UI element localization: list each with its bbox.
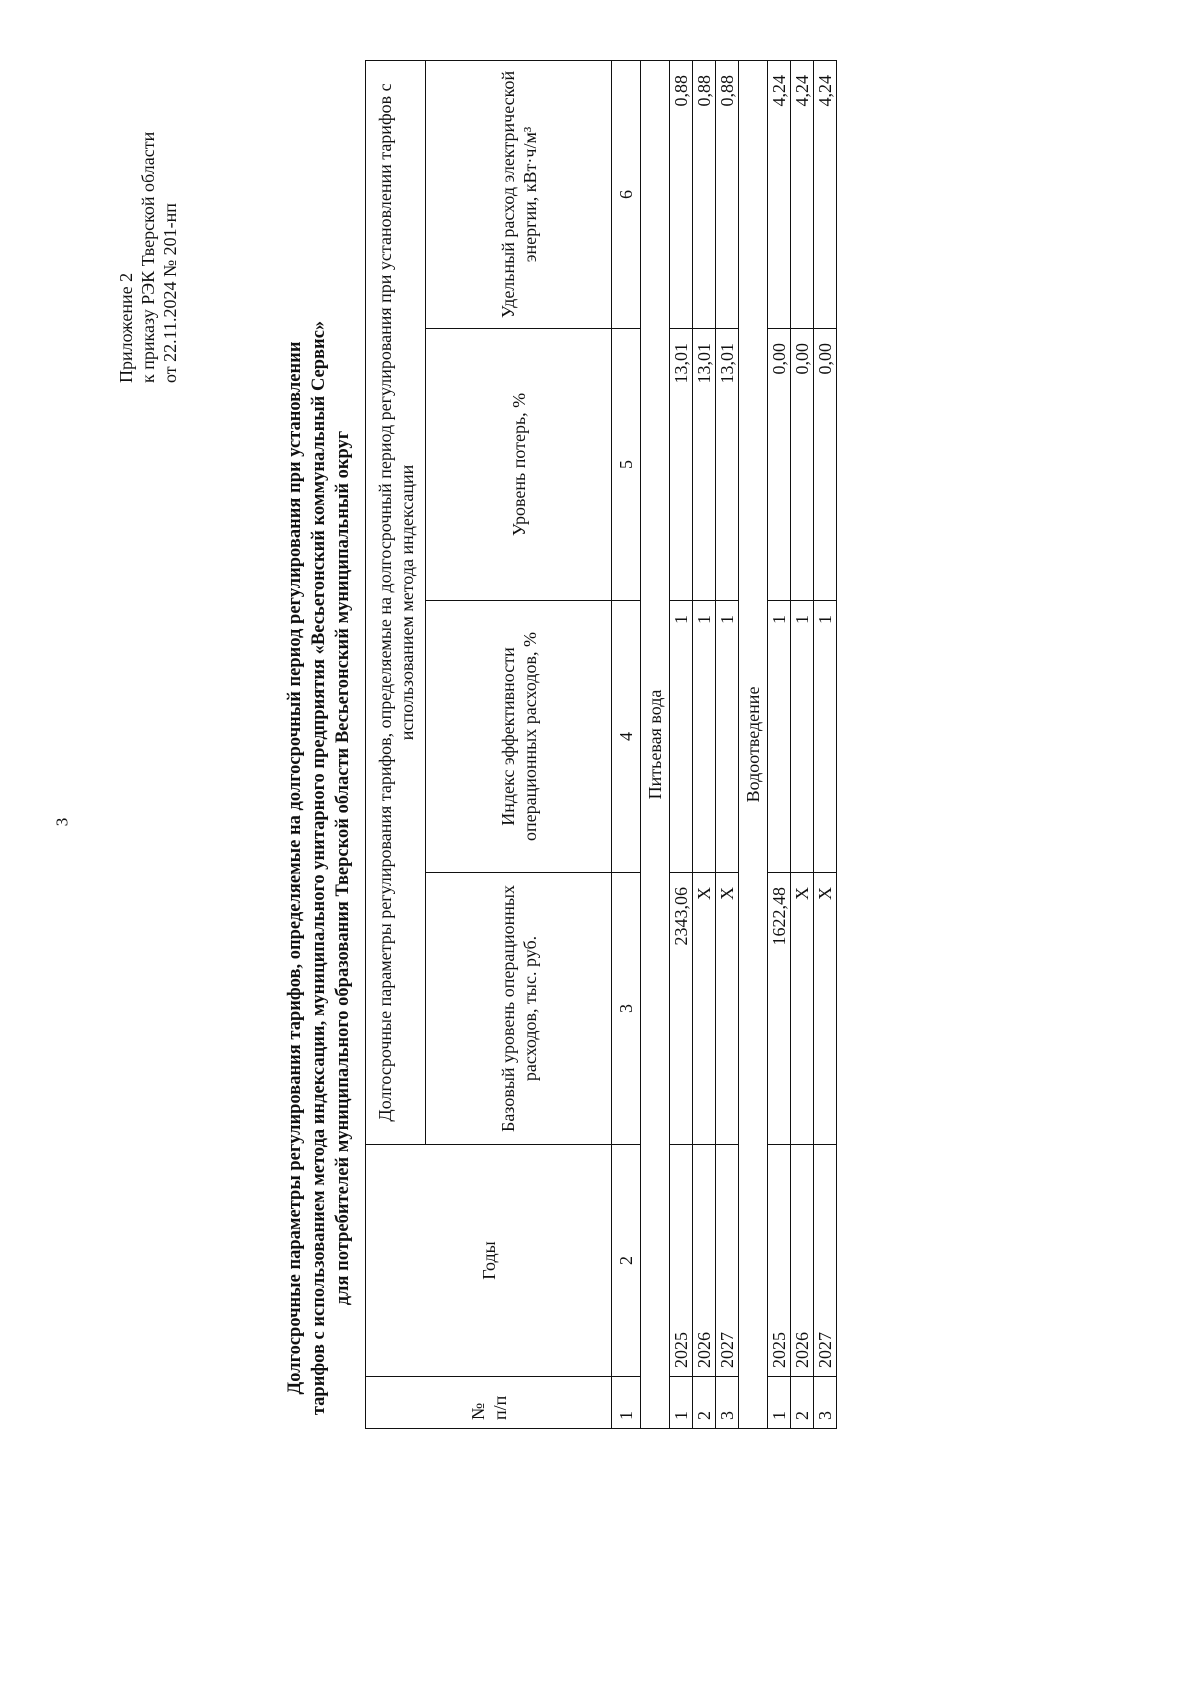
title-line-1: Долгосрочные параметры регулирования тарифов, определяемые на долгосрочный период регулирования при установлении bbox=[285, 341, 305, 1395]
row-num: 1 bbox=[768, 1377, 791, 1429]
row-base: Х bbox=[693, 873, 716, 1145]
row-losses: 0,00 bbox=[768, 329, 791, 601]
header-energy: Удельный расход электрической энергии, кВт·ч/м³ bbox=[426, 60, 612, 328]
row-energy: 0,88 bbox=[670, 60, 693, 328]
header-base-level: Базовый уровень операционных расходов, тыс. руб. bbox=[426, 873, 612, 1145]
title-line-2: тарифов с использованием метода индексации, муниципального унитарного предприятия «Весьегонский коммунальный Сервис» bbox=[309, 320, 329, 1416]
row-num: 1 bbox=[670, 1377, 693, 1429]
index-cell: 6 bbox=[612, 60, 641, 328]
row-energy: 4,24 bbox=[791, 60, 814, 328]
row-year: 2025 bbox=[768, 1145, 791, 1377]
row-base: 1622,48 bbox=[768, 873, 791, 1145]
index-cell: 1 bbox=[612, 1377, 641, 1429]
row-year: 2027 bbox=[814, 1145, 837, 1377]
row-base: 2343,06 bbox=[670, 873, 693, 1145]
table-row bbox=[814, 60, 837, 1428]
appendix-line-3: от 22.11.2024 № 201-нп bbox=[160, 203, 180, 383]
row-losses: 13,01 bbox=[693, 329, 716, 601]
row-base: Х bbox=[716, 873, 739, 1145]
table-row bbox=[693, 60, 716, 1428]
row-energy: 0,88 bbox=[716, 60, 739, 328]
row-efficiency: 1 bbox=[768, 601, 791, 873]
row-energy: 4,24 bbox=[768, 60, 791, 328]
row-energy: 4,24 bbox=[814, 60, 837, 328]
document-title bbox=[283, 253, 355, 1483]
header-group: Долгосрочные параметры регулирования тарифов, определяемые на долгосрочный период регулирования при установлении тарифов с использованием метода индексации bbox=[366, 60, 426, 1144]
section-title: Питьевая вода bbox=[641, 60, 670, 1428]
index-cell: 5 bbox=[612, 329, 641, 601]
header-num: № п/п bbox=[366, 1377, 612, 1429]
row-base: Х bbox=[791, 873, 814, 1145]
section-row-wastewater bbox=[739, 60, 768, 1428]
section-title: Водоотведение bbox=[739, 60, 768, 1428]
row-losses: 0,00 bbox=[791, 329, 814, 601]
row-year: 2026 bbox=[693, 1145, 716, 1377]
index-cell: 2 bbox=[612, 1145, 641, 1377]
row-base: Х bbox=[814, 873, 837, 1145]
parameters-table bbox=[365, 60, 837, 1429]
table-row bbox=[670, 60, 693, 1428]
header-losses: Уровень потерь, % bbox=[426, 329, 612, 601]
row-num: 2 bbox=[791, 1377, 814, 1429]
title-line-3: для потребителей муниципального образования Тверской области Весьегонский муниципальный округ bbox=[333, 430, 353, 1306]
row-losses: 0,00 bbox=[814, 329, 837, 601]
row-losses: 13,01 bbox=[716, 329, 739, 601]
row-losses: 13,01 bbox=[670, 329, 693, 601]
table-row bbox=[716, 60, 739, 1428]
row-efficiency: 1 bbox=[791, 601, 814, 873]
row-energy: 0,88 bbox=[693, 60, 716, 328]
row-efficiency: 1 bbox=[670, 601, 693, 873]
row-num: 2 bbox=[693, 1377, 716, 1429]
row-num: 3 bbox=[814, 1377, 837, 1429]
header-years: Годы bbox=[366, 1145, 612, 1377]
table-row bbox=[768, 60, 791, 1428]
appendix-line-2: к приказу РЭК Тверской области bbox=[138, 131, 158, 383]
row-efficiency: 1 bbox=[716, 601, 739, 873]
row-efficiency: 1 bbox=[814, 601, 837, 873]
section-row-drinking-water bbox=[641, 60, 670, 1428]
rotated-document bbox=[40, 33, 1160, 1673]
row-efficiency: 1 bbox=[693, 601, 716, 873]
index-row bbox=[612, 60, 641, 1428]
appendix-line-1: Приложение 2 bbox=[116, 272, 136, 383]
index-cell: 4 bbox=[612, 601, 641, 873]
row-year: 2025 bbox=[670, 1145, 693, 1377]
row-num: 3 bbox=[716, 1377, 739, 1429]
row-year: 2027 bbox=[716, 1145, 739, 1377]
page-number: 3 bbox=[52, 817, 72, 827]
table-row bbox=[791, 60, 814, 1428]
appendix-block bbox=[115, 53, 181, 383]
header-efficiency: Индекс эффективности операционных расходов, % bbox=[426, 601, 612, 873]
index-cell: 3 bbox=[612, 873, 641, 1145]
row-year: 2026 bbox=[791, 1145, 814, 1377]
